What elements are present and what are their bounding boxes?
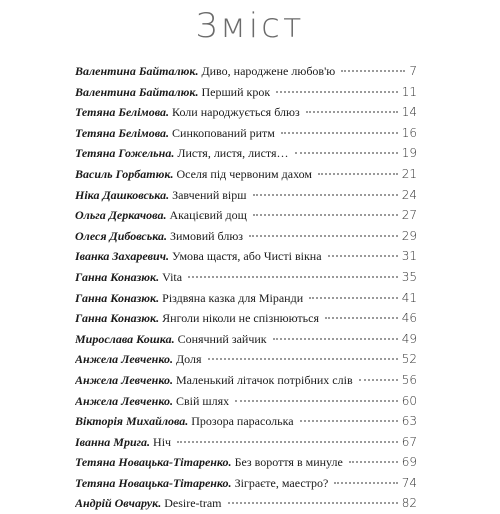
entry-page-number: 69: [401, 455, 417, 470]
toc-entry-20[interactable]: [75, 452, 417, 473]
dot-leader: [253, 214, 398, 216]
entry-author: Ганна Коназюк.: [75, 290, 160, 305]
toc-entry-12[interactable]: [75, 288, 417, 309]
entry-page-number: 46: [401, 311, 417, 326]
toc-entry-text: [75, 329, 267, 350]
entry-author: Валентина Байталюк.: [75, 64, 199, 78]
toc-entry-text: [75, 61, 335, 82]
entry-page-number: 35: [401, 269, 417, 284]
entry-title: Янголи ніколи не спізнюються: [162, 311, 319, 326]
entry-page-number: 52: [401, 352, 417, 367]
entry-author: Ольга Деркачова.: [75, 208, 167, 223]
entry-author: Анжела Левченко.: [75, 372, 173, 387]
entry-title: Диво, народжене любов'ю: [201, 64, 336, 78]
dot-leader: [208, 358, 398, 360]
entry-title: Сонячний зайчик: [177, 331, 267, 346]
entry-page-number: 27: [401, 208, 417, 223]
toc-entry-11[interactable]: [75, 267, 417, 288]
toc-entry-17[interactable]: [75, 391, 417, 412]
toc-entry-text: [75, 493, 222, 514]
toc-entry-text: [75, 164, 312, 185]
entry-page-number: 7: [409, 64, 417, 78]
entry-author: Анжела Левченко.: [75, 393, 173, 408]
entry-title: Прозора парасолька: [191, 414, 294, 429]
toc-entry-18[interactable]: [75, 411, 417, 432]
toc-entry-6[interactable]: [75, 164, 417, 185]
toc-entry-15[interactable]: [75, 349, 417, 370]
toc-entry-10[interactable]: [75, 246, 417, 267]
entry-title: Оселя під червоним дахом: [176, 166, 312, 181]
page-title: Зміст: [195, 6, 305, 46]
toc-entry-2[interactable]: [75, 82, 417, 103]
toc-entry-text: [75, 226, 243, 247]
toc-entry-text: [75, 411, 294, 432]
entry-title: Без вороття в минуле: [234, 455, 343, 470]
entry-page-number: 19: [401, 146, 417, 161]
toc-entry-3[interactable]: [75, 102, 417, 123]
entry-title: Доля: [175, 352, 202, 367]
entry-title: Свій шлях: [175, 393, 230, 408]
entry-page-number: 31: [401, 249, 417, 264]
entry-author: Тетяна Белімова.: [75, 125, 170, 140]
toc-entry-text: [75, 185, 247, 206]
entry-page-number: 24: [401, 187, 417, 202]
toc-entry-text: [75, 246, 322, 267]
entry-title: Завчений вірш: [172, 187, 247, 202]
entry-title: Ніч: [153, 434, 172, 449]
entry-title: Vita: [162, 269, 183, 284]
entry-author: Мирослава Кошка.: [75, 331, 175, 346]
toc-entry-4[interactable]: [75, 123, 417, 144]
dot-leader: [359, 379, 398, 381]
entry-author: Тетяна Новацька-Тітаренко.: [75, 475, 232, 490]
entry-author: Іванна Мрига.: [75, 434, 151, 449]
entry-page-number: 16: [401, 125, 417, 140]
entry-author: Ганна Коназюк.: [75, 269, 160, 284]
toc-entry-text: [75, 205, 247, 226]
entry-page-number: 41: [401, 290, 417, 305]
entry-author: Ганна Коназюк.: [75, 311, 160, 326]
entry-title: Синкопований ритм: [172, 125, 275, 140]
toc-entry-21[interactable]: [75, 473, 417, 494]
dot-leader: [228, 502, 398, 504]
entry-page-number: 74: [401, 475, 417, 490]
toc-entry-14[interactable]: [75, 329, 417, 350]
entry-title: Зіграєте, маестро?: [234, 475, 329, 490]
toc-entry-19[interactable]: [75, 432, 417, 453]
toc-entry-text: [75, 102, 300, 123]
entry-title: Перший крок: [201, 84, 271, 99]
entry-page-number: 60: [401, 393, 417, 408]
entry-title: Листя, листя, листя…: [177, 146, 289, 161]
dot-leader: [349, 461, 398, 463]
dot-leader: [281, 132, 398, 134]
dot-leader: [306, 111, 398, 113]
entry-title: Умова щастя, або Чисті вікна: [172, 249, 322, 264]
entry-author: Ніка Дашковська.: [75, 187, 170, 202]
entry-title: Різдвяна казка для Міранди: [162, 290, 304, 305]
entry-page-number: 63: [401, 414, 417, 429]
entry-page-number: 21: [401, 166, 417, 181]
toc-entry-text: [75, 123, 275, 144]
dot-leader: [249, 235, 398, 237]
toc-entry-22[interactable]: [75, 493, 417, 514]
entry-page-number: 49: [401, 331, 417, 346]
dot-leader: [341, 70, 405, 72]
toc-entry-text: [75, 267, 182, 288]
toc-entry-9[interactable]: [75, 226, 417, 247]
entry-author: Олеся Дибовська.: [75, 228, 167, 243]
dot-leader: [177, 441, 398, 443]
toc-entry-7[interactable]: [75, 185, 417, 206]
dot-leader: [188, 276, 398, 278]
toc-entry-1[interactable]: [75, 61, 417, 82]
entry-title: Desire-tram: [164, 496, 222, 511]
entry-author: Анжела Левченко.: [75, 352, 173, 367]
entry-author: Андрій Овчарук.: [75, 496, 162, 511]
toc-entry-text: [75, 143, 289, 164]
dot-leader: [318, 173, 398, 175]
dot-leader: [300, 420, 398, 422]
entry-page-number: 56: [401, 372, 417, 387]
toc-entry-text: [75, 391, 229, 412]
dot-leader: [295, 152, 398, 154]
entry-page-number: 29: [401, 228, 417, 243]
entry-author: Тетяна Новацька-Тітаренко.: [75, 455, 232, 470]
entry-author: Валентина Байталюк.: [75, 84, 199, 99]
toc-entry-16[interactable]: [75, 370, 417, 391]
dot-leader: [309, 297, 398, 299]
toc-entry-13[interactable]: [75, 308, 417, 329]
toc-entry-text: [75, 82, 270, 103]
entry-title: Маленький літачок потрібних слів: [175, 372, 353, 387]
entry-author: Вікторія Михайлова.: [75, 414, 189, 429]
toc-entry-text: [75, 349, 202, 370]
entry-title: Зимовий блюз: [170, 228, 244, 243]
entry-page-number: 11: [401, 84, 417, 99]
entry-author: Василь Горбатюк.: [75, 166, 174, 181]
entry-title: Акацієвий дощ: [169, 208, 247, 223]
dot-leader: [334, 482, 397, 484]
toc-entry-text: [75, 370, 353, 391]
dot-leader: [235, 400, 398, 402]
entry-author: Іванка Захаревич.: [75, 249, 170, 264]
dot-leader: [253, 194, 398, 196]
table-of-contents: [75, 61, 417, 514]
toc-entry-text: [75, 288, 303, 309]
entry-page-number: 14: [401, 105, 417, 120]
toc-entry-text: [75, 432, 171, 453]
dot-leader: [273, 338, 398, 340]
entry-author: Тетяна Гожельна.: [75, 146, 175, 161]
toc-entry-text: [75, 308, 319, 329]
entry-page-number: 82: [401, 496, 417, 511]
toc-entry-text: [75, 452, 343, 473]
dot-leader: [325, 317, 398, 319]
entry-title: Коли народжується блюз: [172, 105, 300, 120]
entry-author: Тетяна Белімова.: [75, 105, 170, 120]
dot-leader: [328, 255, 398, 257]
toc-entry-text: [75, 473, 328, 494]
dot-leader: [276, 91, 398, 93]
entry-page-number: 67: [401, 434, 417, 449]
toc-entry-8[interactable]: [75, 205, 417, 226]
toc-entry-5[interactable]: [75, 143, 417, 164]
